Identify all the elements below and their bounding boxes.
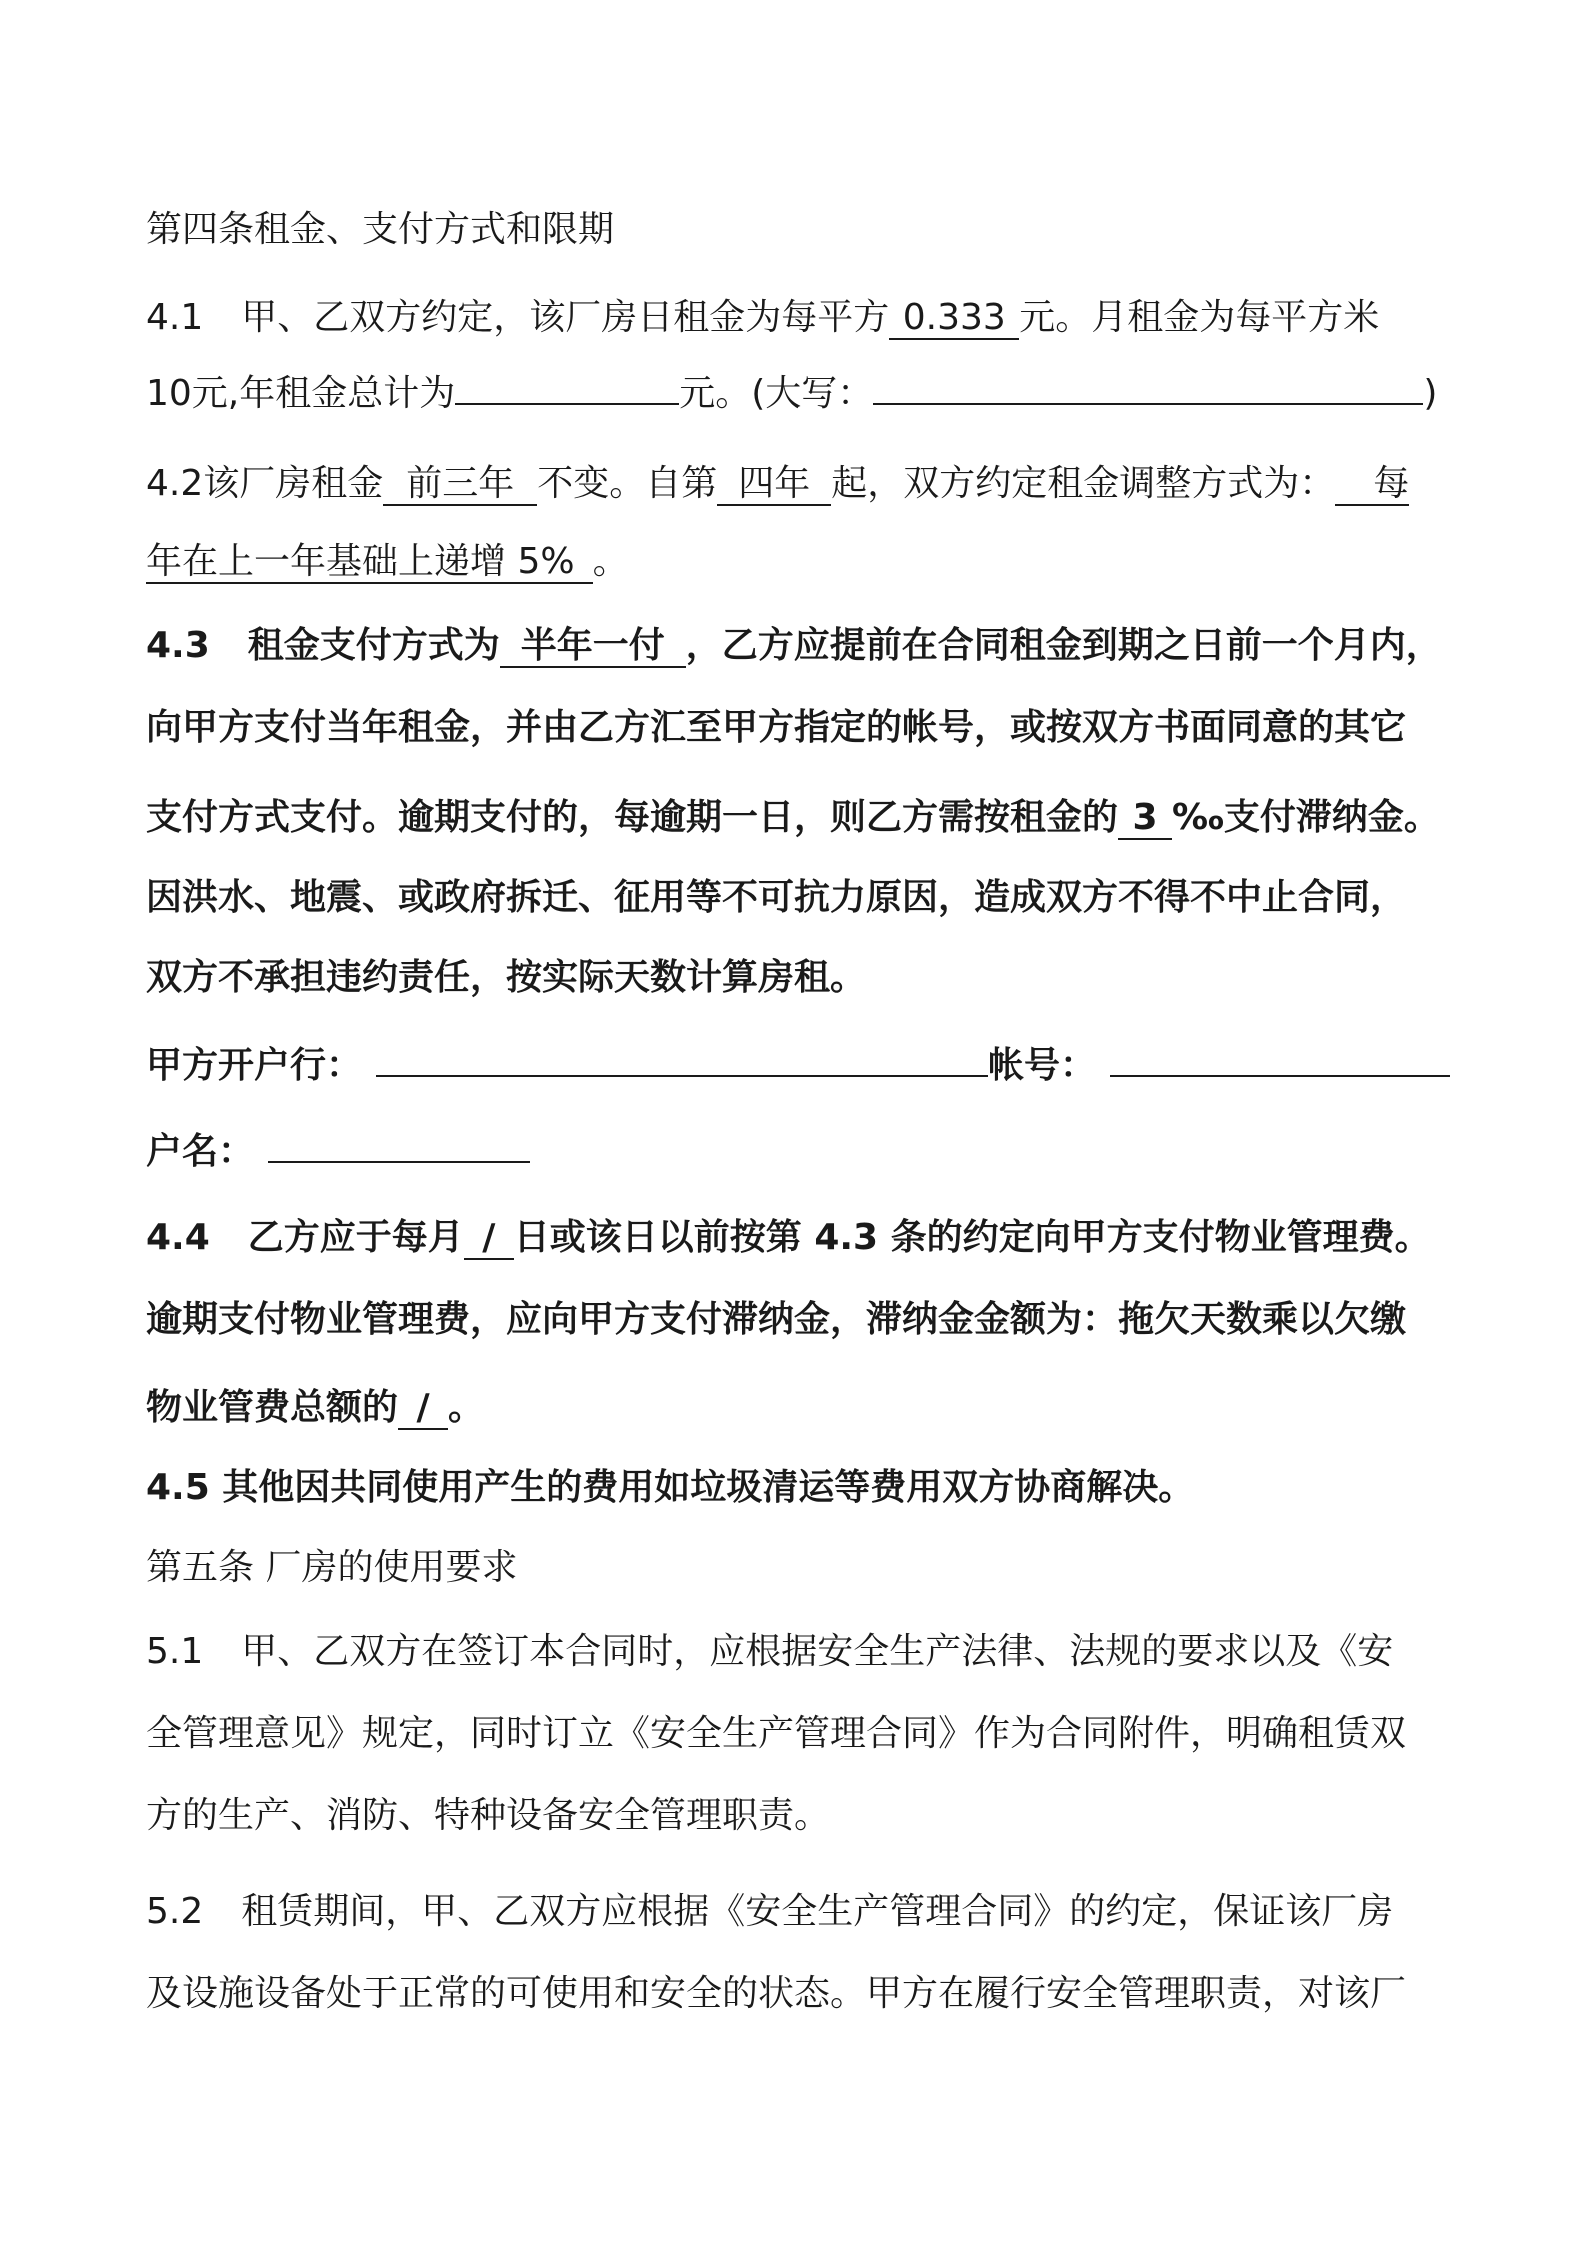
clause-5-1-line3: 方的生产、消防、特种设备安全管理职责。: [146, 1795, 831, 1836]
clause-number: 4.3: [146, 625, 210, 666]
clause-4-3-line4: 因洪水、地震、或政府拆迁、征用等不可抗力原因，造成双方不得不中止合同，: [146, 877, 1407, 918]
bank-info-line: [146, 1044, 1450, 1088]
clause-4-2-line1: [146, 462, 1409, 506]
clause-4-2-line2: [146, 540, 629, 584]
article4-title: 第四条租金、支付方式和限期: [146, 209, 615, 250]
late-fee-rate-field[interactable]: 3: [1118, 798, 1172, 840]
clause-text: 。: [448, 1387, 485, 1428]
clause-text: 支付方式支付。逾期支付的，每逾期一日，则乙方需按租金的: [146, 797, 1119, 838]
clause-number: 5.1: [146, 1631, 204, 1672]
clause-text: 。: [592, 541, 629, 582]
clause-4-3-line2: 向甲方支付当年租金，并由乙方汇至甲方指定的帐号，或按双方书面同意的其它: [146, 707, 1407, 748]
clause-text: 元。月租金为每平方米: [1019, 297, 1380, 338]
clause-5-1-line1: [146, 1630, 1393, 1674]
clause-number: 4.4: [146, 1217, 210, 1258]
account-name-line: [146, 1130, 530, 1174]
clause-4-3-line5: 双方不承担违约责任，按实际天数计算房租。: [146, 957, 867, 998]
late-fee-percent-field[interactable]: /: [398, 1388, 448, 1430]
clause-text: 物业管费总额的: [146, 1387, 399, 1428]
annual-rent-field[interactable]: [455, 403, 679, 405]
clause-4-3-line3: [146, 796, 1440, 840]
clause-text: 租金支付方式为: [247, 625, 500, 666]
clause-text: 4.2该厂房租金: [146, 463, 384, 504]
bank-field[interactable]: [376, 1075, 988, 1077]
clause-4-1-line1: [146, 296, 1379, 340]
account-name-label: 户名：: [146, 1131, 255, 1172]
clause-4-4-line1: [146, 1216, 1431, 1260]
clause-text: ): [1423, 373, 1438, 414]
adjust-from-field[interactable]: 四年: [717, 464, 831, 506]
clause-text: 起，双方约定租金调整方式为：: [831, 463, 1336, 504]
clause-text: 10元,年租金总计为: [146, 373, 456, 414]
clause-4-3-line1: [146, 624, 1442, 668]
clause-4-4-line3: [146, 1386, 484, 1430]
bank-label: 甲方开户行：: [146, 1045, 363, 1086]
clause-number: 4.1: [146, 297, 204, 338]
clause-text: 元。(大写：: [679, 373, 874, 414]
fixed-period-field[interactable]: 前三年: [383, 464, 537, 506]
account-field[interactable]: [1110, 1075, 1450, 1077]
account-name-field[interactable]: [268, 1161, 530, 1163]
adjustment-method-field[interactable]: 每: [1335, 464, 1409, 506]
clause-5-2-line1: [146, 1890, 1393, 1934]
daily-rent-field[interactable]: 0.333: [889, 298, 1019, 340]
payment-day-field[interactable]: /: [464, 1218, 514, 1260]
clause-4-4-line2: 逾期支付物业管理费，应向甲方支付滞纳金，滞纳金金额为：拖欠天数乘以欠缴: [146, 1299, 1407, 1340]
annual-rent-capital-field[interactable]: [873, 403, 1423, 405]
clause-text: 不变。自第: [537, 463, 718, 504]
clause-4-1-line2: [146, 372, 1437, 416]
clause-text: ，乙方应提前在合同租金到期之日前一个月内，: [685, 625, 1442, 666]
payment-method-field[interactable]: 半年一付: [500, 626, 686, 668]
account-label: 帐号：: [988, 1045, 1097, 1086]
clause-4-5: 4.5 其他因共同使用产生的费用如垃圾清运等费用双方协商解决。: [146, 1467, 1195, 1508]
clause-5-1-line2: 全管理意见》规定，同时订立《安全生产管理合同》作为合同附件，明确租赁双: [146, 1713, 1407, 1754]
clause-text: 甲、乙双方约定，该厂房日租金为每平方: [241, 297, 890, 338]
clause-text: 租赁期间，甲、乙双方应根据《安全生产管理合同》的约定，保证该厂房: [241, 1891, 1394, 1932]
article5-title: 第五条 厂房的使用要求: [146, 1547, 518, 1588]
clause-text: 乙方应于每月: [247, 1217, 464, 1258]
clause-text: ‰支付滞纳金。: [1172, 797, 1440, 838]
clause-text: 甲、乙双方在签订本合同时，应根据安全生产法律、法规的要求以及《安: [241, 1631, 1394, 1672]
adjustment-method-field-cont[interactable]: 年在上一年基础上递增 5%: [146, 542, 593, 584]
clause-text: 日或该日以前按第 4.3 条的约定向甲方支付物业管理费。: [513, 1217, 1431, 1258]
clause-number: 5.2: [146, 1891, 204, 1932]
clause-5-2-line2: 及设施设备处于正常的可使用和安全的状态。甲方在履行安全管理职责，对该厂: [146, 1973, 1407, 2014]
